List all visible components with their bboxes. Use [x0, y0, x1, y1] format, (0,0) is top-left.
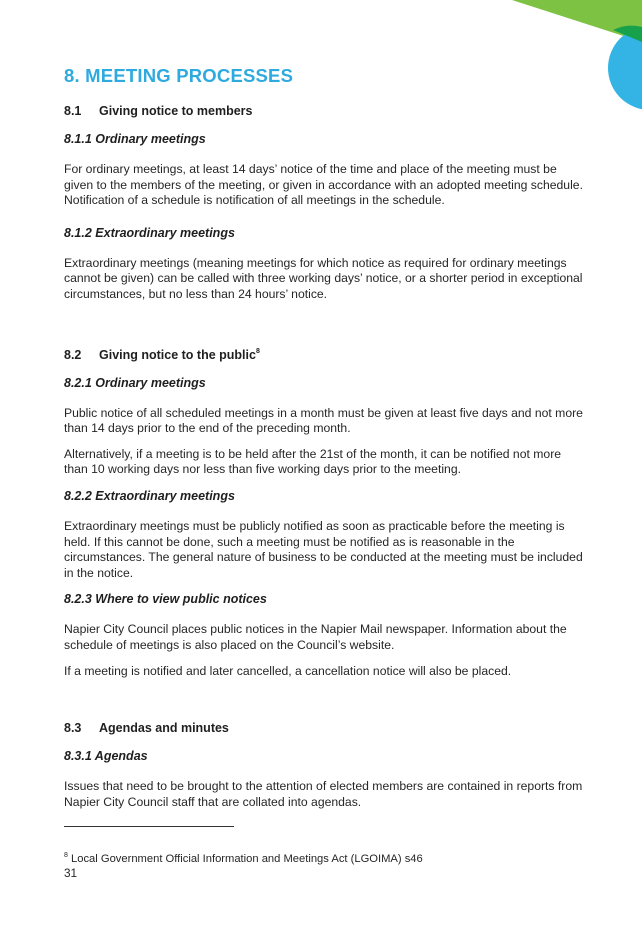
subsection-heading-8-2-3: 8.2.3 Where to view public notices [64, 592, 267, 607]
document-page [64, 60, 584, 820]
footnote-text: Local Government Official Information and Meetings Act (LGOIMA) s46 [71, 853, 423, 865]
paragraph: If a meeting is notified and later cancelled, a cancellation notice will also be placed. [64, 663, 512, 678]
subsection-heading-8-2-1: 8.2.1 Ordinary meetings [64, 375, 206, 390]
paragraph: Public notice of all scheduled meetings in a month must be given at least five days and not more than 14 days prior to the end of the preceding month. [64, 405, 583, 436]
section-heading-8-3 [64, 720, 584, 736]
subsection-heading-8-3-1: 8.3.1 Agendas [64, 749, 148, 764]
section-title: Giving notice to members [99, 104, 253, 118]
footnote [64, 848, 423, 867]
section-title: Giving notice to the public [99, 347, 256, 362]
paragraph: Extraordinary meetings (meaning meetings for which notice as required for ordinary meetings cannot be given) can be called with three working days’ notice, or a shorter period in exceptional circumstances, but no less than 24 hours’ notice. [64, 255, 583, 301]
green-triangle-shape [512, 0, 642, 42]
paragraph: Alternatively, if a meeting is to be held after the 21st of the month, it can be notified not more than 10 working days nor less than five working days prior to the meeting. [64, 446, 562, 477]
section-number: 8.1 [64, 104, 82, 118]
footnote-divider [64, 826, 234, 827]
page-number: 31 [64, 866, 78, 880]
paragraph: Extraordinary meetings must be publicly notified as soon as practicable before the meeting is held. If this cannot be done, such a meeting must be notified as is reasonable in the circumstances. The general nature of business to be conducted at the meeting must be included in the notice. [64, 518, 583, 580]
paragraph: Issues that need to be brought to the attention of elected members are contained in reports from Napier City Council staff that are collated into agendas. [64, 779, 583, 809]
paragraph: Napier City Council places public notices in the Napier Mail newspaper. Information about the schedule of meetings is also placed on the Council’s website. [64, 622, 567, 652]
chapter-title: 8. MEETING PROCESSES [64, 65, 294, 86]
footnote-number: 8 [64, 852, 68, 859]
section-title: Agendas and minutes [99, 721, 229, 736]
section-heading-8-2 [64, 344, 584, 363]
subsection-heading-8-1-2: 8.1.2 Extraordinary meetings [64, 225, 235, 240]
footnote-reference: 8 [255, 347, 260, 355]
section-number: 8.3 [64, 721, 82, 736]
subsection-heading-8-2-2: 8.2.2 Extraordinary meetings [64, 488, 235, 503]
subsection-heading-8-1-1: 8.1.1 Ordinary meetings [64, 132, 206, 146]
paragraph: For ordinary meetings, at least 14 days’ notice of the time and place of the meeting must be given to the members of the meeting, or given in accordance with an adopted meeting schedule. Notification of a schedule is notification of all meetings in the schedule. [64, 162, 583, 208]
section-number: 8.2 [64, 347, 82, 362]
section-heading-8-1 [64, 103, 584, 119]
